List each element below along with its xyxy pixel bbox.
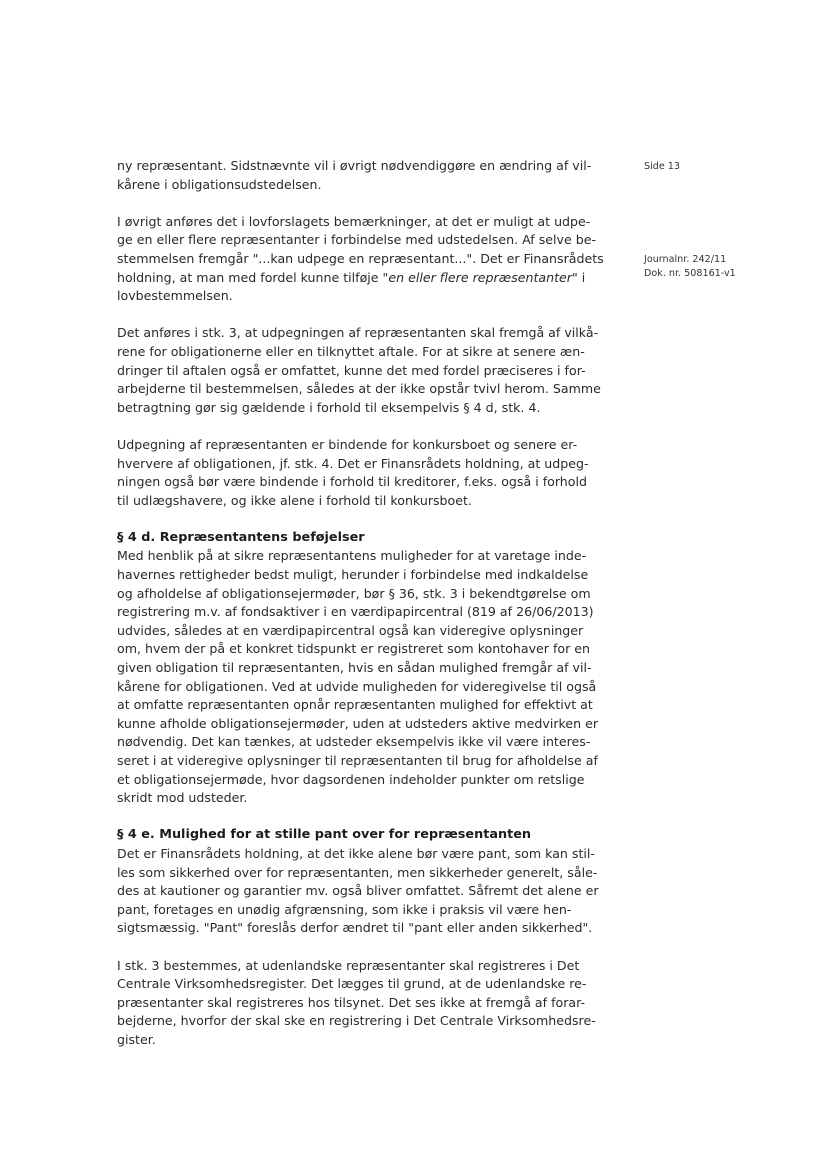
journal-number: Journalnr. 242/11 <box>644 254 727 265</box>
italic-quote: en eller flere repræsentanter <box>388 269 572 285</box>
paragraph-pledge-security: Det er Finansrådets holdning, at det ikke alene bør være pant, som kan stil- les som sikkerhed over for repræsentanten, men sikkerheder generelt, såle- des at kautioner og garantier mv. også bliver omfattet. Såfremt det alene er pant, foretages en unødig afgrænsning, som ikke i praksis vil være hen- sigtsmæssig. "Pant" foreslås derfor ændret til "pant eller anden sikkerhed". <box>117 845 599 936</box>
paragraph-representative-powers: Med henblik på at sikre repræsentantens muligheder for at varetage inde- havernes rettigheder bedst muligt, herunder i forbindelse med indkaldelse og afholdelse af obligationsejermøder, bør § 36, stk. 3 i bekendtgørelse om registrering m.v. af fondsaktiver i en værdipapircentral (819 af 26/06/2013) udvides, således at en værdipapircentral også kan videregive oplysninger om, hvem der på et konkret tidspunkt er registreret som kontohaver for en given obligation til repræsentanten, hvis en sådan mulighed fremgår af vil- kårene for obligationen. Ved at udvide muligheden for videregivelse til også at omfatte repræsentanten opnår repræsentanten mulighed for effektivt at kunne afholde obligationsejermøder, uden at udsteders aktive medvirken er nødvendig. Det kan tænkes, at udsteder eksempelvis ikke vil være interes- seret i at videregive oplysninger til repræsentanten til brug for afholdelse af et obligationsejermøde, hvor dagsordenen indeholder punkter om retslige skridt mod udsteder. <box>117 548 598 806</box>
page-number-block <box>644 160 774 174</box>
paragraph-text: " i lovbestemmelsen. <box>117 269 586 304</box>
paragraph-multiple-representatives <box>117 213 607 306</box>
paragraph-binding-appointment: Udpegning af repræsentanten er bindende for konkursboet og senere er- hververe af obligationen, jf. stk. 4. Det er Finansrådets holdning, at udpeg- ningen også bør være bindende i forhold til kreditorer, f.eks. også i forhold til udlægshavere, og ikke alene i forhold til konkursboet. <box>117 436 589 508</box>
document-number: Dok. nr. 508161-v1 <box>644 268 736 279</box>
paragraph-foreign-registration: I stk. 3 bestemmes, at udenlandske repræsentanter skal registreres i Det Centrale Virksomhedsregister. Det lægges til grund, at de udenlandske re- præsentanter skal registreres hos tilsynet. Det ses ikke at fremgå af forar- bejderne, hvorfor der skal ske en registrering i Det Centrale Virksomhedsre- gister. <box>117 957 596 1047</box>
document-references <box>644 253 774 281</box>
letter-body <box>117 157 607 1068</box>
paragraph-text: I øvrigt anføres det i lovforslagets bemærkninger, at det er muligt at udpe- ge en eller flere repræsentanter i forbindelse med udstedelsen. Af selve be- stemmelsen fremgår "...kan udpege en repræsentant...". Det er Finansrådets holdning, at man med fordel kunne tilføje " <box>117 213 604 285</box>
paragraph-appointment-terms: Det anføres i stk. 3, at udpegningen af repræsentanten skal fremgå af vilkå- rene for obligationerne eller en tilknyttet aftale. For at sikre at senere æn- dringer til aftalen også er omfattet, kunne det med fordel præciseres i for- arbejderne til bestemmelsen, således at der ikke opstår tvivl herom. Samme betragtning gør sig gældende i forhold til eksempelvis § 4 d, stk. 4. <box>117 325 601 415</box>
section-heading-4d: § 4 d. Repræsentantens beføjelser <box>117 529 365 545</box>
paragraph-new-representative: ny repræsentant. Sidstnævnte vil i øvrigt nødvendiggøre en ændring af vil- kårene i obligationsudstedelsen. <box>117 158 592 192</box>
section-heading-4e: § 4 e. Mulighed for at stille pant over for repræsentanten <box>117 827 531 843</box>
page-number: Side 13 <box>644 161 681 172</box>
